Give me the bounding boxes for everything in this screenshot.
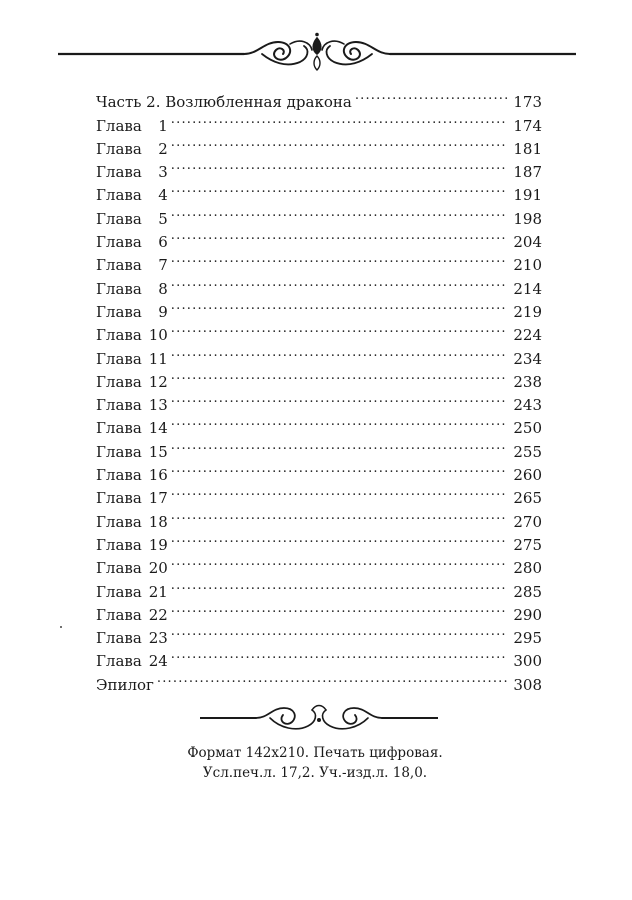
toc-chapter-label: Глава bbox=[96, 186, 142, 205]
toc-chapter-title bbox=[96, 371, 168, 394]
toc-chapter-number: 21 bbox=[148, 582, 168, 601]
top-flourish-divider-icon bbox=[58, 32, 576, 76]
toc-dot-leader bbox=[171, 131, 508, 154]
toc-chapter-title bbox=[96, 184, 168, 207]
toc-chapter-label: Глава bbox=[96, 279, 142, 298]
toc-page-number: 270 bbox=[513, 512, 542, 531]
toc-chapter-title bbox=[96, 487, 168, 510]
toc-page-number: 187 bbox=[513, 163, 542, 182]
toc-chapter-number: 14 bbox=[148, 419, 168, 438]
toc-page-number: 181 bbox=[513, 139, 542, 158]
toc-chapter-label: Глава bbox=[96, 629, 142, 648]
toc-chapter-label: Глава bbox=[96, 419, 142, 438]
toc-page-number: 290 bbox=[513, 605, 542, 624]
toc-page-number: 219 bbox=[513, 302, 542, 321]
toc-chapter-number: 1 bbox=[158, 116, 168, 135]
toc-dot-leader bbox=[171, 410, 508, 433]
toc-dot-leader bbox=[171, 177, 508, 200]
toc-chapter-number: 16 bbox=[148, 466, 168, 485]
toc-chapter-label: Глава bbox=[96, 535, 142, 554]
toc-page-number: 238 bbox=[513, 372, 542, 391]
toc-dot-leader bbox=[171, 247, 508, 270]
toc-chapter-label: Глава bbox=[96, 652, 142, 671]
toc-chapter-title bbox=[96, 581, 168, 604]
toc-chapter-label: Глава bbox=[96, 442, 142, 461]
toc-chapter-title bbox=[96, 348, 168, 371]
toc-chapter-number: 2 bbox=[158, 139, 168, 158]
toc-chapter-number: 11 bbox=[148, 349, 168, 368]
toc-dot-leader bbox=[355, 84, 508, 107]
toc-dot-leader bbox=[171, 457, 508, 480]
toc-page-number: 300 bbox=[513, 652, 542, 671]
toc-chapter-label: Глава bbox=[96, 512, 142, 531]
toc-chapter-title bbox=[96, 441, 168, 464]
toc-chapter-list bbox=[96, 107, 542, 671]
toc-chapter-label: Глава bbox=[96, 489, 142, 508]
toc-page-number: 198 bbox=[513, 209, 542, 228]
toc-page-number: 308 bbox=[513, 675, 542, 694]
imprint-sheets-line: Усл.печ.л. 17,2. Уч.-изд.л. 18,0. bbox=[202, 765, 428, 781]
toc-chapter-title bbox=[96, 278, 168, 301]
toc-epilogue-row[interactable] bbox=[96, 666, 542, 694]
toc-chapter-title bbox=[96, 231, 168, 254]
toc-chapter-label: Глава bbox=[96, 256, 142, 275]
toc-dot-leader bbox=[171, 364, 508, 387]
toc-part-row[interactable] bbox=[96, 84, 542, 112]
toc-page-number: 204 bbox=[513, 233, 542, 252]
toc-chapter-title bbox=[96, 417, 168, 440]
toc-page-number: 265 bbox=[513, 489, 542, 508]
toc-page-number: 174 bbox=[513, 116, 542, 135]
imprint-format-line: Формат 142х210. Печать цифровая. bbox=[187, 745, 443, 761]
toc-chapter-label: Глава bbox=[96, 582, 142, 601]
toc-chapter-number: 8 bbox=[158, 279, 168, 298]
toc-chapter-number: 12 bbox=[148, 372, 168, 391]
print-speck bbox=[60, 626, 62, 628]
toc-chapter-number: 4 bbox=[158, 186, 168, 205]
toc-dot-leader bbox=[171, 317, 508, 340]
toc-page-number: 173 bbox=[513, 93, 542, 112]
toc-chapter-number: 23 bbox=[148, 629, 168, 648]
toc-chapter-title bbox=[96, 324, 168, 347]
toc-chapter-label: Глава bbox=[96, 209, 142, 228]
toc-dot-leader bbox=[171, 503, 508, 526]
toc-chapter-number: 17 bbox=[148, 489, 168, 508]
toc-page-number: 255 bbox=[513, 442, 542, 461]
toc-chapter-number: 10 bbox=[148, 326, 168, 345]
toc-page-number: 260 bbox=[513, 466, 542, 485]
toc-chapter-label: Глава bbox=[96, 326, 142, 345]
toc-dot-leader bbox=[171, 620, 508, 643]
toc-chapter-title bbox=[96, 138, 168, 161]
toc-page-number: 295 bbox=[513, 629, 542, 648]
toc-chapter-title bbox=[96, 557, 168, 580]
bottom-flourish-divider-icon bbox=[200, 700, 438, 736]
toc-chapter-number: 18 bbox=[148, 512, 168, 531]
toc-epilogue-title: Эпилог bbox=[96, 675, 154, 694]
toc-dot-leader bbox=[171, 200, 508, 223]
toc-dot-leader bbox=[171, 387, 508, 410]
toc-chapter-number: 15 bbox=[148, 442, 168, 461]
toc-chapter-title bbox=[96, 208, 168, 231]
toc-chapter-title bbox=[96, 161, 168, 184]
toc-dot-leader bbox=[171, 224, 508, 247]
toc-chapter-number: 13 bbox=[148, 396, 168, 415]
toc-dot-leader bbox=[171, 270, 508, 293]
toc-chapter-title bbox=[96, 534, 168, 557]
toc-chapter-number: 5 bbox=[158, 209, 168, 228]
toc-page-number: 285 bbox=[513, 582, 542, 601]
toc-dot-leader bbox=[157, 666, 508, 689]
toc-chapter-number: 7 bbox=[158, 256, 168, 275]
toc-chapter-label: Глава bbox=[96, 139, 142, 158]
toc-chapter-title bbox=[96, 511, 168, 534]
toc-chapter-title bbox=[96, 394, 168, 417]
toc-chapter-number: 19 bbox=[148, 535, 168, 554]
toc-chapter-label: Глава bbox=[96, 233, 142, 252]
toc-chapter-label: Глава bbox=[96, 116, 142, 135]
toc-page-number: 191 bbox=[513, 186, 542, 205]
toc-dot-leader bbox=[171, 643, 508, 666]
toc-chapter-title bbox=[96, 604, 168, 627]
toc-chapter-number: 22 bbox=[148, 605, 168, 624]
table-of-contents bbox=[96, 84, 542, 694]
toc-chapter-label: Глава bbox=[96, 559, 142, 578]
toc-page-number: 250 bbox=[513, 419, 542, 438]
toc-chapter-label: Глава bbox=[96, 466, 142, 485]
toc-chapter-label: Глава bbox=[96, 163, 142, 182]
toc-chapter-number: 9 bbox=[158, 302, 168, 321]
toc-dot-leader bbox=[171, 107, 508, 130]
toc-page-number: 224 bbox=[513, 326, 542, 345]
toc-chapter-title bbox=[96, 301, 168, 324]
imprint-block bbox=[150, 743, 480, 783]
toc-chapter-label: Глава bbox=[96, 605, 142, 624]
toc-page-number: 280 bbox=[513, 559, 542, 578]
toc-page-number: 275 bbox=[513, 535, 542, 554]
toc-part-title: Часть 2. Возлюбленная дракона bbox=[96, 93, 352, 112]
toc-chapter-number: 3 bbox=[158, 163, 168, 182]
toc-chapter-title bbox=[96, 464, 168, 487]
toc-dot-leader bbox=[171, 154, 508, 177]
toc-dot-leader bbox=[171, 527, 508, 550]
toc-page-number: 214 bbox=[513, 279, 542, 298]
toc-chapter-title bbox=[96, 115, 168, 138]
toc-dot-leader bbox=[171, 340, 508, 363]
toc-dot-leader bbox=[171, 433, 508, 456]
toc-chapter-label: Глава bbox=[96, 302, 142, 321]
toc-chapter-number: 20 bbox=[148, 559, 168, 578]
toc-dot-leader bbox=[171, 550, 508, 573]
toc-page-number: 210 bbox=[513, 256, 542, 275]
toc-dot-leader bbox=[171, 294, 508, 317]
toc-chapter-title bbox=[96, 627, 168, 650]
toc-dot-leader bbox=[171, 597, 508, 620]
toc-chapter-number: 6 bbox=[158, 233, 168, 252]
toc-chapter-title bbox=[96, 254, 168, 277]
toc-chapter-label: Глава bbox=[96, 396, 142, 415]
toc-page-number: 243 bbox=[513, 396, 542, 415]
toc-chapter-label: Глава bbox=[96, 349, 142, 368]
toc-dot-leader bbox=[171, 480, 508, 503]
toc-chapter-label: Глава bbox=[96, 372, 142, 391]
toc-page-number: 234 bbox=[513, 349, 542, 368]
toc-chapter-number: 24 bbox=[148, 652, 168, 671]
toc-dot-leader bbox=[171, 573, 508, 596]
